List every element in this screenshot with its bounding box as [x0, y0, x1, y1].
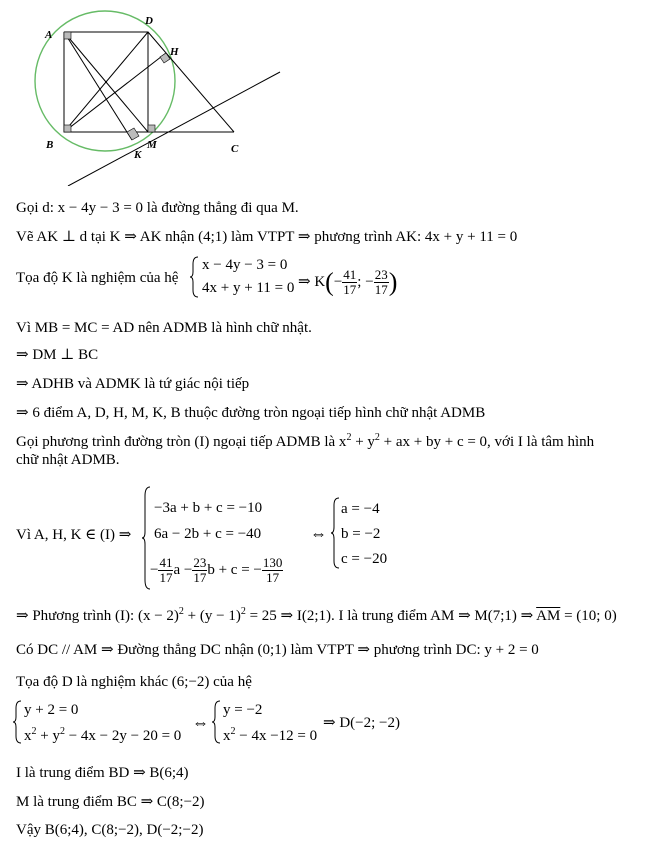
segment-DC	[148, 32, 234, 132]
k-x-numerator: 41	[343, 267, 357, 282]
geometry-figure	[28, 6, 288, 186]
d-equiv: ⇔	[192, 713, 209, 732]
abc-eq3: − $\frac{41}{17}$ a − $\frac{23}{17}$ b + c = − $\frac{130}{17}$	[150, 555, 283, 585]
eq3-frac3-num: 130	[262, 555, 283, 570]
right-angle-M	[148, 125, 155, 132]
exp-y2: 2	[374, 432, 380, 443]
eq3-b-term: b + c = −	[207, 561, 262, 578]
label-C: C	[231, 143, 239, 155]
eq3-frac1-den: 17	[159, 570, 173, 585]
line-10-part1: ⇒ Phương trình (I): (x − 2)	[16, 608, 179, 624]
line-3-label: Tọa độ K là nghiệm của hệ	[16, 270, 179, 286]
line-8a	[16, 433, 594, 451]
k-result: ⇒ K(− $\frac{41}{17}$ ; − $\frac{23}{17}$ )	[298, 267, 398, 297]
exp-x-2: 2	[178, 606, 184, 617]
d-eq2-y: + y	[36, 728, 60, 744]
k-result-prefix: ⇒ K	[298, 273, 326, 290]
right-angle-H	[160, 53, 170, 63]
brace-d-result	[212, 700, 222, 744]
d-exp-x2: 2	[31, 726, 37, 737]
line-11: Có DC // AM ⇒ Đường thẳng DC nhận (0;1) làm VTPT ⇒ phương trình DC: y + 2 = 0	[16, 642, 539, 658]
line-12: Tọa độ D là nghiệm khác (6;−2) của hệ	[16, 674, 252, 690]
d-res-eq2	[223, 727, 317, 745]
eq3-frac3-den: 17	[266, 570, 280, 585]
line-2: Vẽ AK ⊥ d tại K ⇒ AK nhận (4;1) làm VTPT ⇒ phương trình AK: 4x + y + 11 = 0	[16, 229, 518, 245]
abc-eq1: −3a + b + c = −10	[154, 500, 263, 516]
abc-res-c: c = −20	[341, 551, 388, 567]
abc-equiv: ⇔	[310, 524, 327, 543]
label-M: M	[147, 139, 157, 151]
d-res-rest: − 4x −12 = 0	[235, 728, 318, 744]
eq3-frac2-den: 17	[193, 570, 207, 585]
exp-y-1: 2	[240, 606, 246, 617]
vector-AM: $\overline{AM}$	[536, 608, 561, 624]
eq3-frac1-num: 41	[159, 555, 173, 570]
d-res-eq1: y = −2	[223, 702, 263, 718]
d-res-x: x	[223, 728, 231, 744]
eq3-a-term: a −	[173, 561, 193, 578]
exp-x2: 2	[346, 432, 352, 443]
line-10	[16, 607, 617, 625]
line-8b: chữ nhật ADMB.	[16, 452, 120, 468]
line-8a-part1: Gọi phương trình đường tròn (I) ngoại tiếp ADMB là x	[16, 434, 347, 450]
label-D: D	[145, 15, 153, 27]
abc-eq2: 6a − 2b + c = −40	[154, 526, 262, 542]
segment-BH	[64, 53, 166, 132]
eq3-frac2-num: 23	[193, 555, 207, 570]
d-system-eq1: y + 2 = 0	[24, 702, 79, 718]
line-10-part3: = 25 ⇒ I(2;1). I là trung điểm AM ⇒ M(7;1) ⇒	[245, 608, 534, 624]
line-16: Vậy B(6;4), C(8;−2), D(−2;−2)	[16, 822, 204, 838]
label-K: K	[134, 149, 142, 161]
line-14: I là trung điểm BD ⇒ B(6;4)	[16, 765, 189, 781]
right-angle-K	[127, 128, 139, 140]
label-B: B	[46, 139, 54, 151]
line-10-vector-value: = (10; 0)	[564, 608, 617, 624]
d-eq2-x: x	[24, 728, 32, 744]
right-angle-A	[64, 32, 71, 39]
abc-res-b: b = −2	[341, 526, 381, 542]
brace-abc-result	[331, 497, 341, 569]
line-15: M là trung điểm BC ⇒ C(8;−2)	[16, 794, 205, 810]
line-10-part2: + (y − 1)	[183, 608, 241, 624]
k-y-denominator: 17	[374, 282, 388, 297]
label-A: A	[45, 29, 53, 41]
d-res-exp: 2	[230, 726, 236, 737]
abc-res-a: a = −4	[341, 501, 380, 517]
right-angle-B	[64, 125, 71, 132]
d-result: ⇒ D(−2; −2)	[323, 715, 400, 731]
brace-k-system	[190, 256, 200, 298]
k-system-eq1: x − 4y − 3 = 0	[202, 257, 288, 273]
line-9-label: Vì A, H, K ∈ (I) ⇒	[16, 527, 132, 543]
line-7: ⇒ 6 điểm A, D, H, M, K, B thuộc đường tròn ngoại tiếp hình chữ nhật ADMB	[16, 405, 486, 421]
line-6: ⇒ ADHB và ADMK là tứ giác nội tiếp	[16, 376, 250, 392]
k-x-denominator: 17	[343, 282, 357, 297]
k-system-eq2: 4x + y + 11 = 0	[202, 280, 295, 296]
line-8a-part2: + y	[351, 434, 375, 450]
d-system-eq2	[24, 727, 181, 745]
label-H: H	[170, 46, 179, 58]
d-exp-y2: 2	[59, 726, 65, 737]
line-8a-part3: + ax + by + c = 0, với I là tâm hình	[379, 434, 595, 450]
line-5: ⇒ DM ⊥ BC	[16, 347, 99, 363]
line-4: Vì MB = MC = AD nên ADMB là hình chữ nhật.	[16, 320, 312, 336]
k-y-numerator: 23	[374, 267, 388, 282]
line-1: Gọi d: x − 4y − 3 = 0 là đường thẳng đi qua M.	[16, 200, 299, 216]
center-I	[105, 81, 107, 83]
brace-d-system	[13, 700, 23, 744]
d-eq2-rest: − 4x − 2y − 20 = 0	[64, 728, 182, 744]
